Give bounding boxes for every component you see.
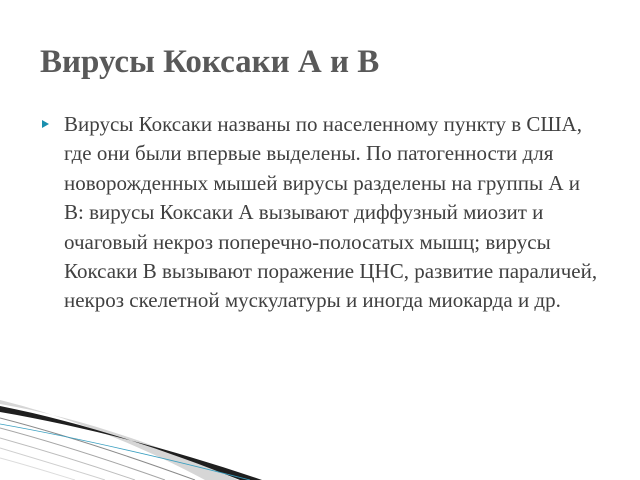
swoosh-stripe: [0, 428, 165, 480]
triangle-bullet-icon: [42, 120, 49, 128]
swoosh-stripe: [0, 438, 135, 480]
bullet-list: [40, 110, 600, 316]
swoosh-stripe: [0, 458, 75, 480]
slide-title: Вирусы Коксаки А и В: [40, 44, 380, 80]
swoosh-stripe: [0, 448, 105, 480]
bullet-text: Вирусы Коксаки названы по населенному пункту в США, где они были впервые выделены. По патогенности для новорожденных мышей вирусы разделены на группы А и В: вирусы Коксаки А вызывают диффузный миозит и очаговый некроз поперечно-полосатых мышц; вирусы Коксаки В вызывают поражение ЦНС, развитие параличей, некроз скелетной мускулатуры и иногда миокарда и др.: [64, 112, 598, 313]
bullet-item: [40, 110, 600, 316]
